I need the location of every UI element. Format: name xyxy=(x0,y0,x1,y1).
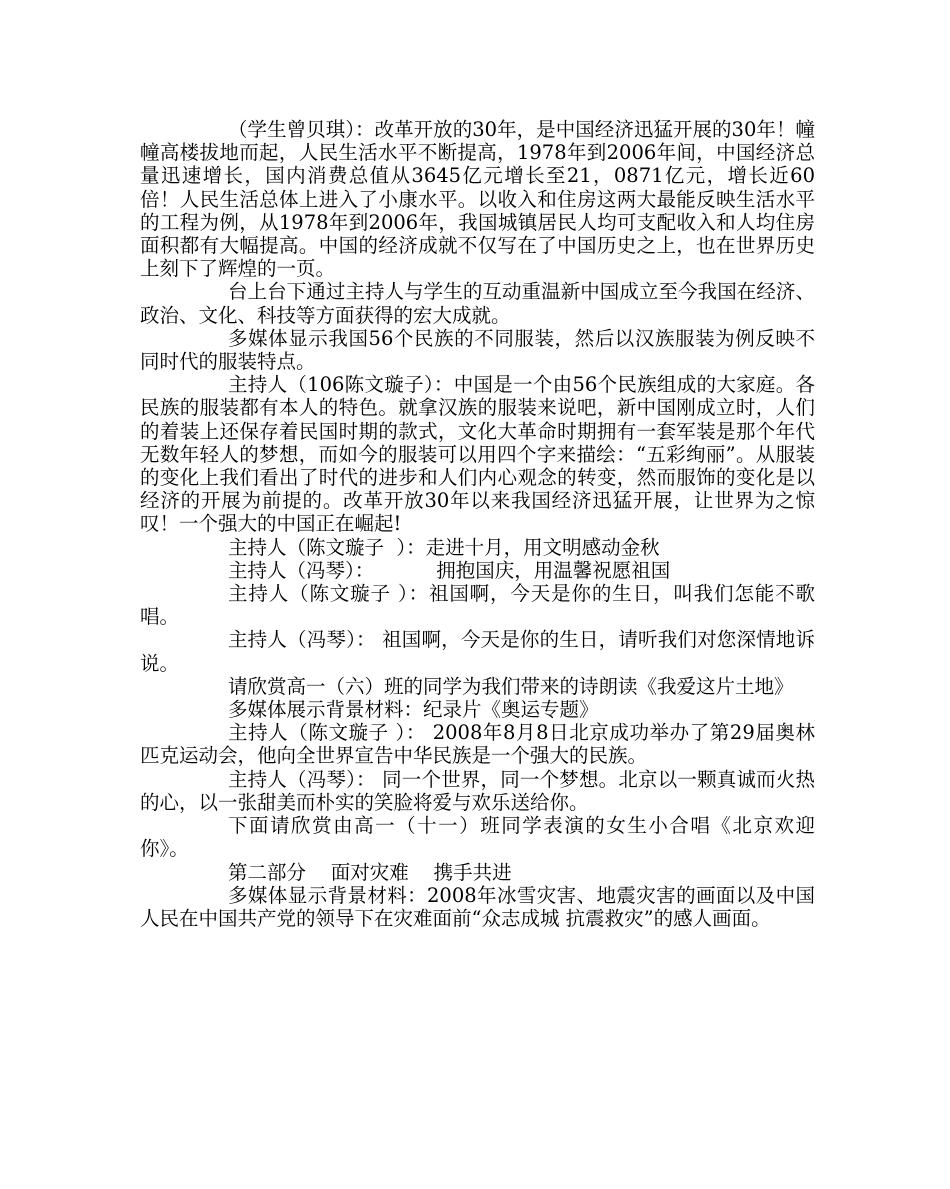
paragraph-host-line-1: 主持人（陈文璇子 ）：走进十月，用文明感动金秋 xyxy=(228,535,660,559)
section-heading-part-two: 第二部分 面对灾难 携手共进 xyxy=(228,860,512,884)
document-body xyxy=(140,118,815,930)
paragraph-song-intro: 下面请欣赏由高一（十一）班同学表演的女生小合唱《北京欢迎你》。 xyxy=(140,814,815,861)
paragraph-poem-intro: 请欣赏高一（六）班的同学为我们带来的诗朗读《我爱这片土地》 xyxy=(228,674,794,698)
paragraph-host-line-4: 主持人（冯琴）： 祖国啊，今天是你的生日，请听我们对您深情地诉说。 xyxy=(140,628,815,675)
paragraph-host-olympics: 主持人（陈文璇子 ）： 2008年8月8日北京成功举办了第29届奥林匹克运动会，他向全世界宣告中华民族是一个强大的民族。 xyxy=(140,721,815,768)
paragraph-host-costumes: 主持人（106陈文璇子）：中国是一个由56个民族组成的大家庭。各民族的服装都有本人的特色。就拿汉族的服装来说吧，新中国刚成立时，人们的着装上还保存着民国时期的款式，文化大革命时期拥有一套军装是那个年代无数年轻人的梦想，而如今的服装可以用四个字来描绘：“五彩绚丽”。从服装的变化上我们看出了时代的进步和人们内心观念的转变，然而服饰的变化是以经济的开展为前提的。改革开放30年以来我国经济迅猛开展，让世界为之惊叹！一个强大的中国正在崛起! xyxy=(140,373,815,536)
paragraph-costumes: 多媒体显示我国56个民族的不同服装，然后以汉族服装为例反映不同时代的服装特点。 xyxy=(140,326,815,374)
paragraph-host-dream: 主持人（冯琴）： 同一个世界，同一个梦想。北京以一颗真诚而火热的心，以一张甜美而朴实的笑脸将爱与欢乐送给你。 xyxy=(140,767,815,814)
paragraph-disaster-material: 多媒体显示背景材料：2008年冰雪灾害、地震灾害的画面以及中国人民在中国共产党的领导下在灾难面前“众志成城 抗震救灾”的感人画面。 xyxy=(140,883,815,930)
paragraph-interaction: 台上台下通过主持人与学生的互动重温新中国成立至今我国在经济、政治、文化、科技等方面获得的宏大成就。 xyxy=(140,280,815,327)
paragraph-olympics-material: 多媒体展示背景材料：纪录片《奥运专题》 xyxy=(228,698,599,722)
paragraph-host-line-2: 主持人（冯琴）： 拥抱国庆，用温馨祝愿祖国 xyxy=(228,558,671,582)
paragraph-host-line-3: 主持人（陈文璇子 ）：祖国啊，今天是你的生日，叫我们怎能不歌唱。 xyxy=(140,582,815,629)
paragraph-student-speech: （学生曾贝琪）：改革开放的30年，是中国经济迅猛开展的30年！幢幢高楼拔地而起，人民生活水平不断提高，1978年到2006年间，中国经济总量迅速增长，国内消费总值从3645亿元增长至21，0871亿元，增长近60倍！人民生活总体上进入了小康水平。以收入和住房这两大最能反映生活水平的工程为例，从1978年到2006年，我国城镇居民人均可支配收入和人均住房面积都有大幅提高。中国的经济成就不仅写在了中国历史之上，也在世界历史上刻下了辉煌的一页。 xyxy=(140,118,815,281)
